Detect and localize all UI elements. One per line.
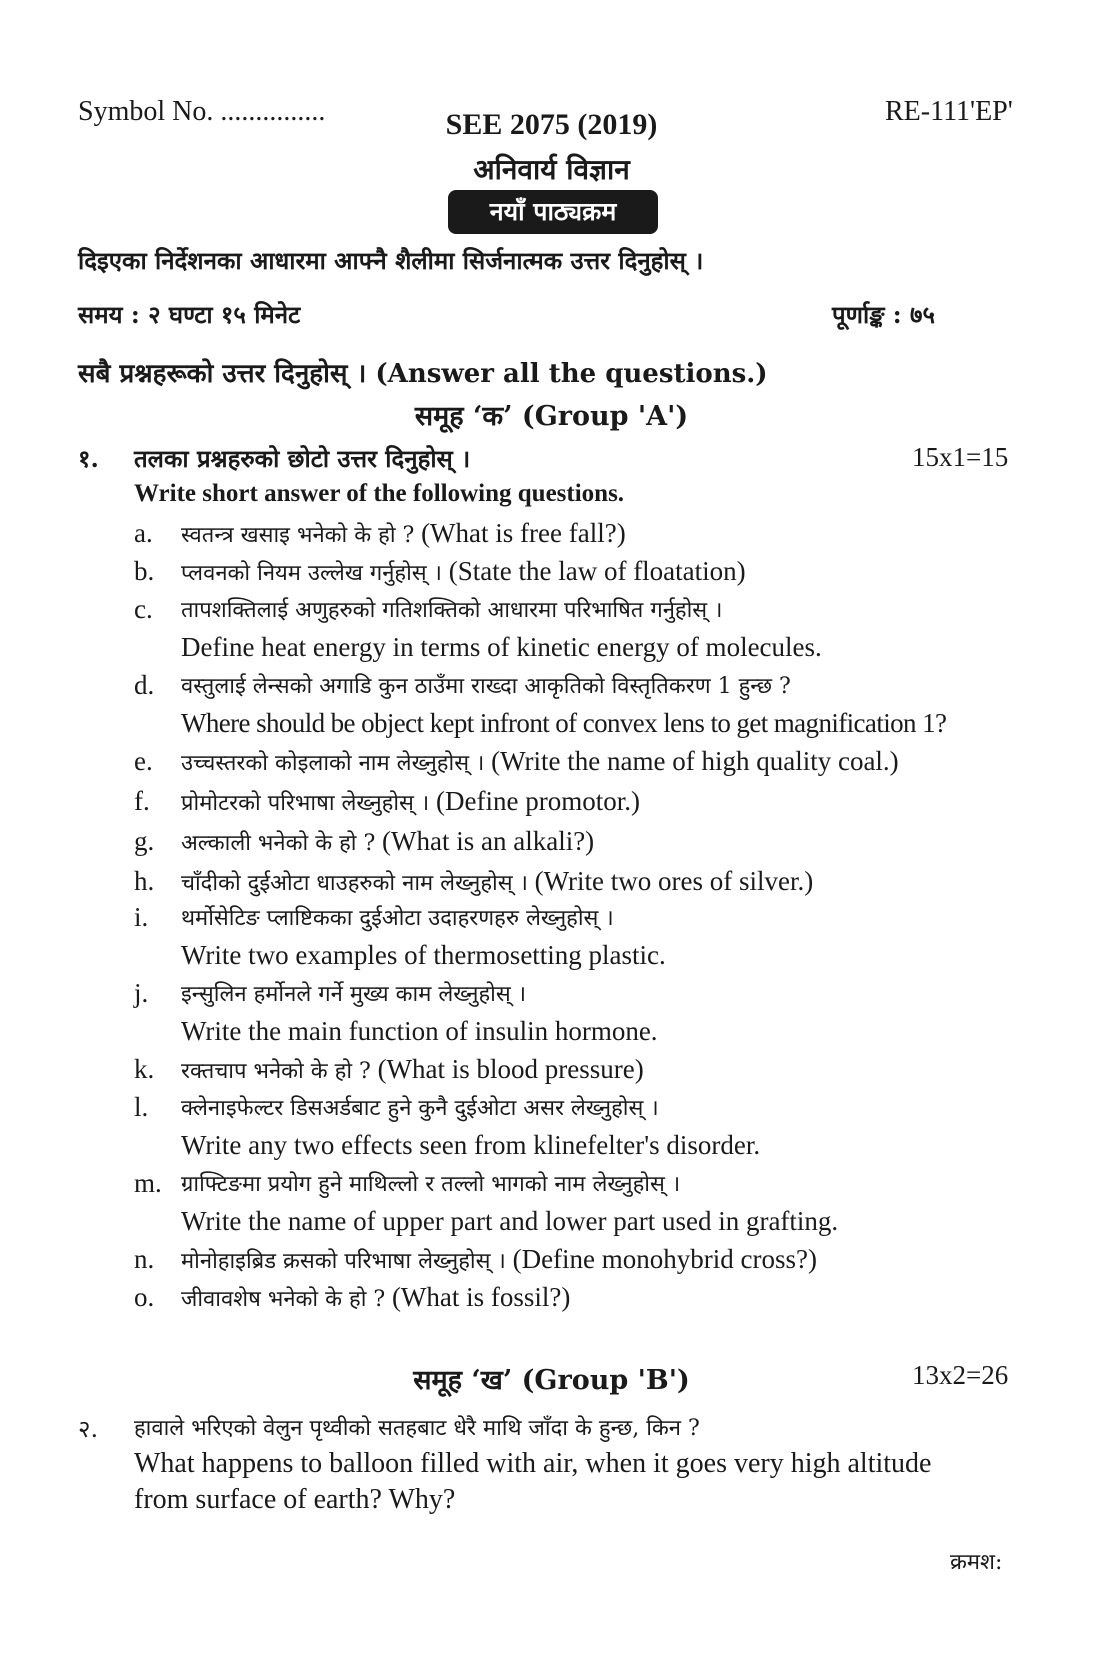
answer-all-instruction: सबै प्रश्नहरूको उत्तर दिनुहोस् । (Answer all the questions.) (78, 359, 768, 389)
item-text-np: तापशक्तिलाई अणुहरुको गतिशक्तिको आधारमा परिभाषित गर्नुहोस् । (181, 598, 723, 623)
item-label: k. (134, 1054, 155, 1084)
item-label: j. (134, 978, 149, 1008)
item-label: h. (134, 866, 155, 896)
item-label: g. (134, 826, 155, 856)
item-text-en: Write the name of upper part and lower part used in grafting. (181, 1206, 839, 1236)
item-text-np: प्लवनको नियम उल्लेख गर्नुहोस् । (181, 561, 442, 586)
item-text-en: (What is fossil?) (391, 1282, 571, 1312)
question-2-text-np: हावाले भरिएको वेलुन पृथ्वीको सतहबाट धेरै माथि जाँदा के हुन्छ, किन ? (134, 1416, 700, 1441)
item-label: e. (134, 746, 153, 776)
item-text-en: (What is an alkali?) (382, 826, 595, 856)
item-label: c. (134, 594, 153, 624)
continued-marker: क्रमश: (950, 1550, 1003, 1575)
item-text-np: थर्मोसेटिङ प्लाष्टिकका दुईओटा उदाहरणहरु लेख्नुहोस् । (181, 906, 614, 931)
general-instruction: दिइएका निर्देशनका आधारमा आफ्नै शैलीमा सिर्जनात्मक उत्तर दिनुहोस् । (78, 246, 704, 275)
item-text-en: Write two examples of thermosetting plastic. (181, 940, 666, 970)
question-1-instruction-en: Write short answer of the following questions. (134, 480, 625, 507)
question-2-text-en-line2: from surface of earth? Why? (134, 1484, 456, 1515)
item-label: b. (134, 556, 155, 586)
group-b-title: समूह ‘ख’ (Group 'B') (413, 1365, 690, 1396)
curriculum-badge: नयाँ पाठ्यक्रम (448, 190, 658, 234)
group-a-title: समूह ‘क’ (Group 'A') (414, 401, 689, 432)
question-2-number: २. (78, 1415, 99, 1443)
item-text-en: Where should be object kept infront of convex lens to get magnification 1? (181, 708, 947, 738)
exam-title: SEE 2075 (2019) (445, 108, 658, 141)
full-marks: पूर्णाङ्क : ७५ (832, 300, 935, 329)
question-1-instruction-np: तलका प्रश्नहरुको छोटो उत्तर दिनुहोस् । (134, 444, 471, 473)
item-text-np: जीवावशेष भनेको के हो ? (181, 1287, 386, 1312)
item-label: n. (134, 1244, 155, 1274)
question-1-marks: 15x1=15 (912, 442, 1009, 472)
subject-title: अनिवार्य विज्ञान (473, 153, 630, 186)
item-text-en: (Define monohybrid cross?) (512, 1244, 817, 1274)
item-text-en: (Write the name of high quality coal.) (491, 746, 899, 776)
item-label: o. (134, 1282, 155, 1312)
item-text-en: Define heat energy in terms of kinetic energy of molecules. (181, 632, 822, 662)
item-text-en: (State the law of floatation) (448, 556, 746, 586)
item-label: a. (134, 518, 153, 548)
item-text-np: इन्सुलिन हर्मोनले गर्ने मुख्य काम लेख्नुहोस् । (181, 982, 527, 1007)
item-text-np: स्वतन्त्र खसाइ भनेको के हो ? (181, 523, 415, 548)
time-allowed: समय : २ घण्टा १५ मिनेट (78, 300, 301, 329)
item-text-np: अल्काली भनेको के हो ? (181, 831, 376, 856)
item-label: l. (134, 1092, 149, 1122)
item-text-np: मोनोहाइब्रिड क्रसको परिभाषा लेख्नुहोस् । (181, 1249, 506, 1274)
paper-code: RE-111'EP' (885, 96, 1013, 127)
symbol-number: Symbol No. ............... (78, 96, 326, 127)
item-text-en: Write the main function of insulin hormone. (181, 1016, 658, 1046)
item-text-np: उच्चस्तरको कोइलाको नाम लेख्नुहोस् । (181, 751, 485, 776)
item-label: m. (134, 1168, 162, 1198)
question-1-number: १. (78, 444, 99, 473)
item-text-np: रक्तचाप भनेको के हो ? (181, 1059, 371, 1084)
item-label: d. (134, 670, 155, 700)
item-text-np: चाँदीको दुईओटा धाउहरुको नाम लेख्नुहोस् । (181, 871, 528, 896)
group-b-marks: 13x2=26 (912, 1360, 1009, 1390)
question-2-text-en-line1: What happens to balloon filled with air, when it goes very high altitude (134, 1448, 932, 1479)
item-label: i. (134, 902, 149, 932)
item-text-np: ग्राफ्टिङमा प्रयोग हुने माथिल्लो र तल्लो भागको नाम लेख्नुहोस् । (181, 1172, 681, 1197)
item-text-en: (Write two ores of silver.) (534, 866, 814, 896)
item-text-np: क्लेनाइफेल्टर डिसअर्डबाट हुने कुनै दुईओटा असर लेख्नुहोस् । (181, 1096, 659, 1121)
item-text-np: वस्तुलाई लेन्सको अगाडि कुन ठाउँमा राख्दा आकृतिको विस्तृतिकरण 1 हुन्छ ? (181, 674, 791, 699)
item-text-en: Write any two effects seen from klinefelter's disorder. (181, 1130, 761, 1160)
item-text-en: (What is blood pressure) (377, 1054, 644, 1084)
item-text-en: (Define promotor.) (436, 786, 640, 816)
item-text-en: (What is free fall?) (421, 518, 626, 548)
item-text-np: प्रोमोटरको परिभाषा लेख्नुहोस् । (181, 791, 430, 816)
item-label: f. (134, 786, 150, 816)
